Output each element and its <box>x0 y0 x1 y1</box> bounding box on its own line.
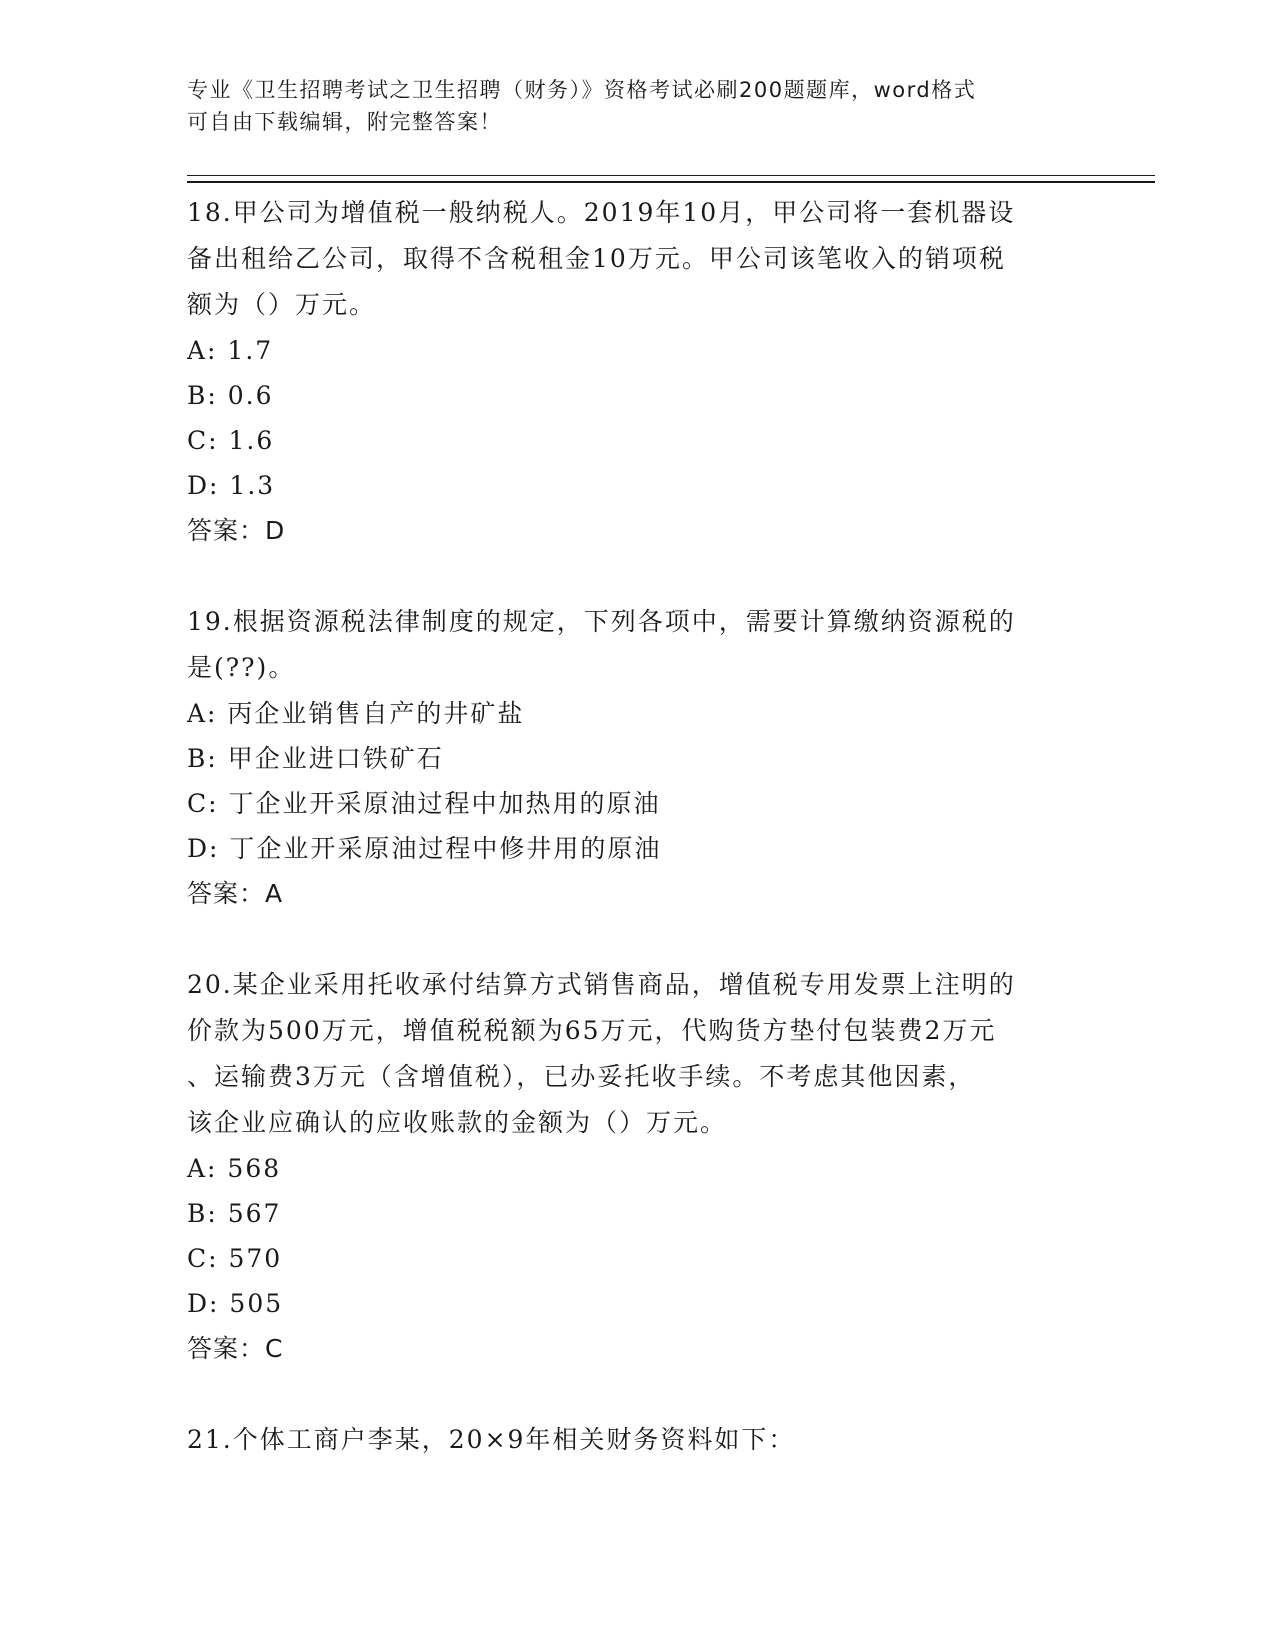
question-text-line: 21.个体工商户李某，20×9年相关财务资料如下： <box>187 1425 796 1454</box>
header-rule-thin <box>187 175 1155 176</box>
option-d: D: 1.3 <box>187 471 276 500</box>
question-20 <box>187 962 1087 1372</box>
option-a: A: 丙企业销售自产的井矿盐 <box>187 699 525 728</box>
option-b: B: 567 <box>187 1199 282 1228</box>
question-text-line: 该企业应确认的应收账款的金额为（）万元。 <box>187 1108 728 1137</box>
question-text-line: 20.某企业采用托收承付结算方式销售商品，增值税专用发票上注明的 <box>187 970 1016 999</box>
question-19 <box>187 599 1087 917</box>
option-c: C: 570 <box>187 1244 283 1273</box>
option-b: B: 0.6 <box>187 381 274 410</box>
answer-line: 答案：C <box>187 1334 284 1363</box>
option-a: A: 1.7 <box>187 336 274 365</box>
option-c: C: 1.6 <box>187 426 275 455</box>
question-text-line: 额为（）万元。 <box>187 290 377 319</box>
question-text-line: 价款为500万元，增值税税额为65万元，代购货方垫付包装费2万元 <box>187 1016 997 1045</box>
document-header <box>187 74 1067 138</box>
question-text-line: 是(??)。 <box>187 653 296 682</box>
question-18 <box>187 190 1087 554</box>
header-line-2: 可自由下载编辑，附完整答案！ <box>187 110 502 134</box>
option-d: D: 丁企业开采原油过程中修井用的原油 <box>187 834 662 863</box>
option-a: A: 568 <box>187 1154 282 1183</box>
question-text-line: 18.甲公司为增值税一般纳税人。2019年10月，甲公司将一套机器设 <box>187 198 1016 227</box>
option-d: D: 505 <box>187 1289 284 1318</box>
question-text-line: 备出租给乙公司，取得不含税租金10万元。甲公司该笔收入的销项税 <box>187 244 1006 273</box>
answer-line: 答案：A <box>187 879 284 908</box>
answer-line: 答案：D <box>187 516 286 545</box>
option-c: C: 丁企业开采原油过程中加热用的原油 <box>187 789 661 818</box>
option-b: B: 甲企业进口铁矿石 <box>187 744 444 773</box>
question-list <box>187 190 1087 1508</box>
question-text-line: 、运输费3万元（含增值税），已办妥托收手续。不考虑其他因素， <box>187 1062 976 1091</box>
question-text-line: 19.根据资源税法律制度的规定，下列各项中，需要计算缴纳资源税的 <box>187 607 1016 636</box>
header-line-1: 专业《卫生招聘考试之卫生招聘（财务）》资格考试必刷200题题库，word格式 <box>187 78 977 102</box>
header-rule-thick <box>187 181 1155 183</box>
question-21 <box>187 1417 1087 1463</box>
